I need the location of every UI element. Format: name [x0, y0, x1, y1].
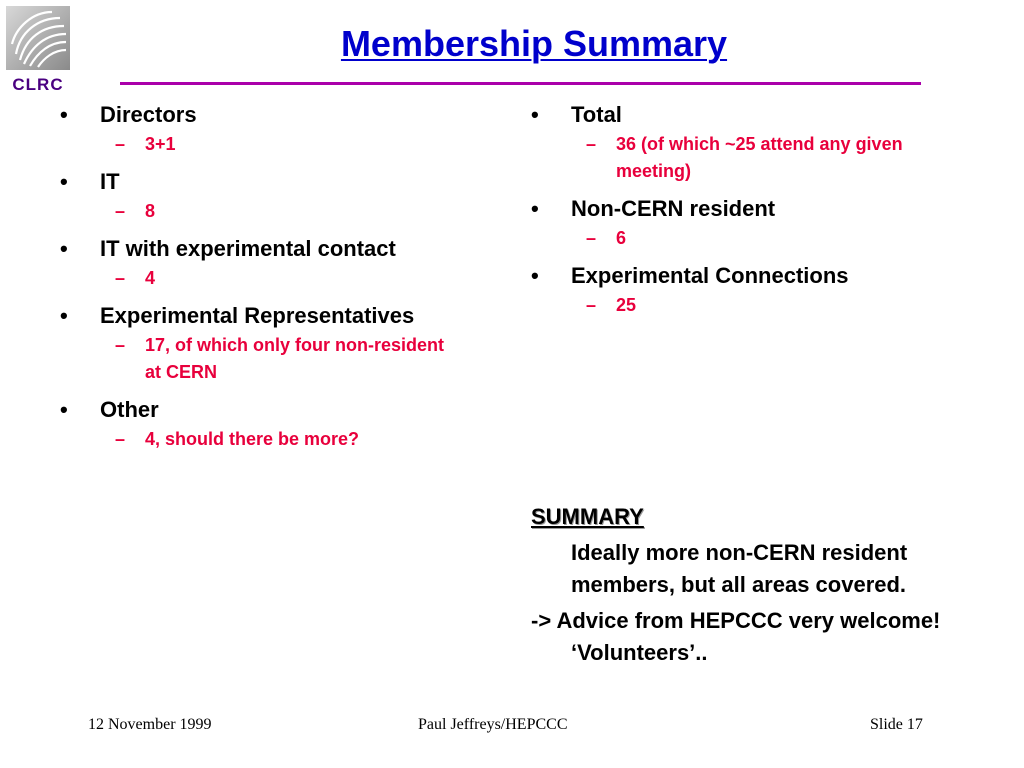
sub-bullet-non-cern: [531, 225, 971, 252]
dash-marker: –: [586, 134, 597, 154]
dash-marker: –: [115, 429, 126, 449]
summary-section: [531, 501, 991, 673]
bullet-marker: •: [60, 236, 68, 261]
bullet-marker: •: [60, 102, 68, 127]
bullet-marker: •: [60, 169, 68, 194]
bullet-experimental-connections: [531, 260, 971, 292]
summary-line-1: Ideally more non-CERN resident members, but all areas covered.: [571, 540, 908, 597]
bullet-directors: [60, 99, 500, 131]
bullet-other: [60, 394, 500, 426]
sub-bullet-experimental-connections: [531, 292, 971, 319]
sub-bullet-total: [531, 131, 926, 185]
bullet-label: Non-CERN resident: [571, 196, 776, 221]
dash-marker: –: [115, 268, 126, 288]
bullet-marker: •: [60, 303, 68, 328]
sub-bullet-directors: [60, 131, 500, 158]
sub-bullet-text: 8: [145, 201, 156, 221]
bullet-it-experimental: [60, 233, 500, 265]
sub-bullet-other: [60, 426, 500, 453]
right-column: [531, 99, 971, 327]
bullet-marker: •: [60, 397, 68, 422]
bullet-marker: •: [531, 102, 539, 127]
bullet-marker: •: [531, 196, 539, 221]
footer-author: Paul Jeffreys/HEPCCC: [418, 716, 568, 733]
bullet-label: IT: [100, 169, 120, 194]
dash-marker: –: [586, 295, 597, 315]
dash-marker: –: [115, 201, 126, 221]
summary-line-2: -> Advice from HEPCCC very welcome! ‘Volunteers’..: [531, 608, 941, 665]
left-column: [60, 99, 500, 461]
title-divider: [120, 82, 921, 85]
summary-heading: SUMMARY: [531, 504, 644, 529]
sub-bullet-it-experimental: [60, 265, 500, 292]
sub-bullet-text: 36 (of which ~25 attend any given meeting): [616, 134, 903, 181]
dash-marker: –: [115, 335, 126, 355]
bullet-total: [531, 99, 971, 131]
bullet-label: IT with experimental contact: [100, 236, 396, 261]
sub-bullet-text: 6: [616, 228, 627, 248]
sub-bullet-text: 3+1: [145, 134, 176, 154]
sub-bullet-text: 4: [145, 268, 156, 288]
bullet-label: Experimental Representatives: [100, 303, 415, 328]
bullet-experimental-reps: [60, 300, 500, 332]
bullet-it: [60, 166, 500, 198]
footer-date: 12 November 1999: [88, 716, 212, 733]
bullet-label: Other: [100, 397, 159, 422]
sub-bullet-experimental-reps: [60, 332, 445, 386]
logo-text: CLRC: [12, 75, 64, 94]
dash-marker: –: [115, 134, 126, 154]
sub-bullet-it: [60, 198, 500, 225]
footer-slide-number: Slide 17: [870, 716, 923, 733]
bullet-non-cern: [531, 193, 971, 225]
sub-bullet-text: 25: [616, 295, 637, 315]
slide-footer: [0, 716, 1024, 740]
sub-bullet-text: 17, of which only four non-resident at CERN: [145, 335, 445, 382]
slide-title: Membership Summary: [340, 23, 728, 64]
bullet-label: Directors: [100, 102, 197, 127]
bullet-label: Experimental Connections: [571, 263, 849, 288]
bullet-marker: •: [531, 263, 539, 288]
dash-marker: –: [586, 228, 597, 248]
bullet-label: Total: [571, 102, 622, 127]
sub-bullet-text: 4, should there be more?: [145, 429, 360, 449]
